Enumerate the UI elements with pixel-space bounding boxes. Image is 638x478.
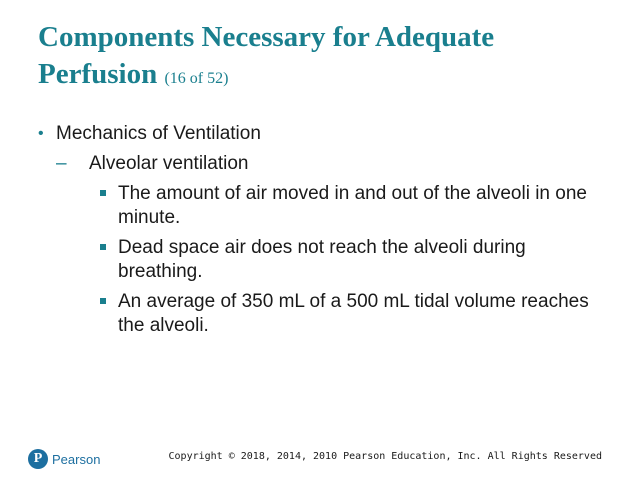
pearson-logo: [28, 447, 100, 471]
bullet-dot-icon: •: [38, 125, 44, 142]
bullet-level3-text: Dead space air does not reach the alveoli during breathing.: [118, 237, 526, 282]
bullet-level3: [38, 236, 608, 284]
pearson-logo-icon: P: [28, 449, 48, 469]
bullet-level1: [38, 122, 608, 146]
slide-body: [38, 122, 608, 338]
copyright-text: Copyright © 2018, 2014, 2010 Pearson Education, Inc. All Rights Reserved: [168, 451, 602, 462]
square-bullet-icon: [100, 190, 106, 196]
bullet-level2-text: Alveolar ventilation: [89, 153, 249, 174]
slide-title: [38, 19, 608, 97]
dash-icon: –: [56, 153, 67, 174]
bullet-level3-text: The amount of air moved in and out of the alveoli in one minute.: [118, 183, 587, 228]
slide-title-text: Components Necessary for Adequate Perfusion: [38, 21, 495, 90]
square-bullet-icon: [100, 244, 106, 250]
slide-count: (16 of 52): [164, 70, 229, 87]
bullet-level1-text: Mechanics of Ventilation: [56, 123, 261, 144]
bullet-level3: [38, 182, 608, 230]
bullet-level2: [38, 152, 608, 176]
bullet-level3-text: An average of 350 mL of a 500 mL tidal volume reaches the alveoli.: [118, 291, 589, 336]
pearson-logo-text: Pearson: [52, 451, 101, 467]
square-bullet-icon: [100, 298, 106, 304]
bullet-level3: [38, 290, 608, 338]
